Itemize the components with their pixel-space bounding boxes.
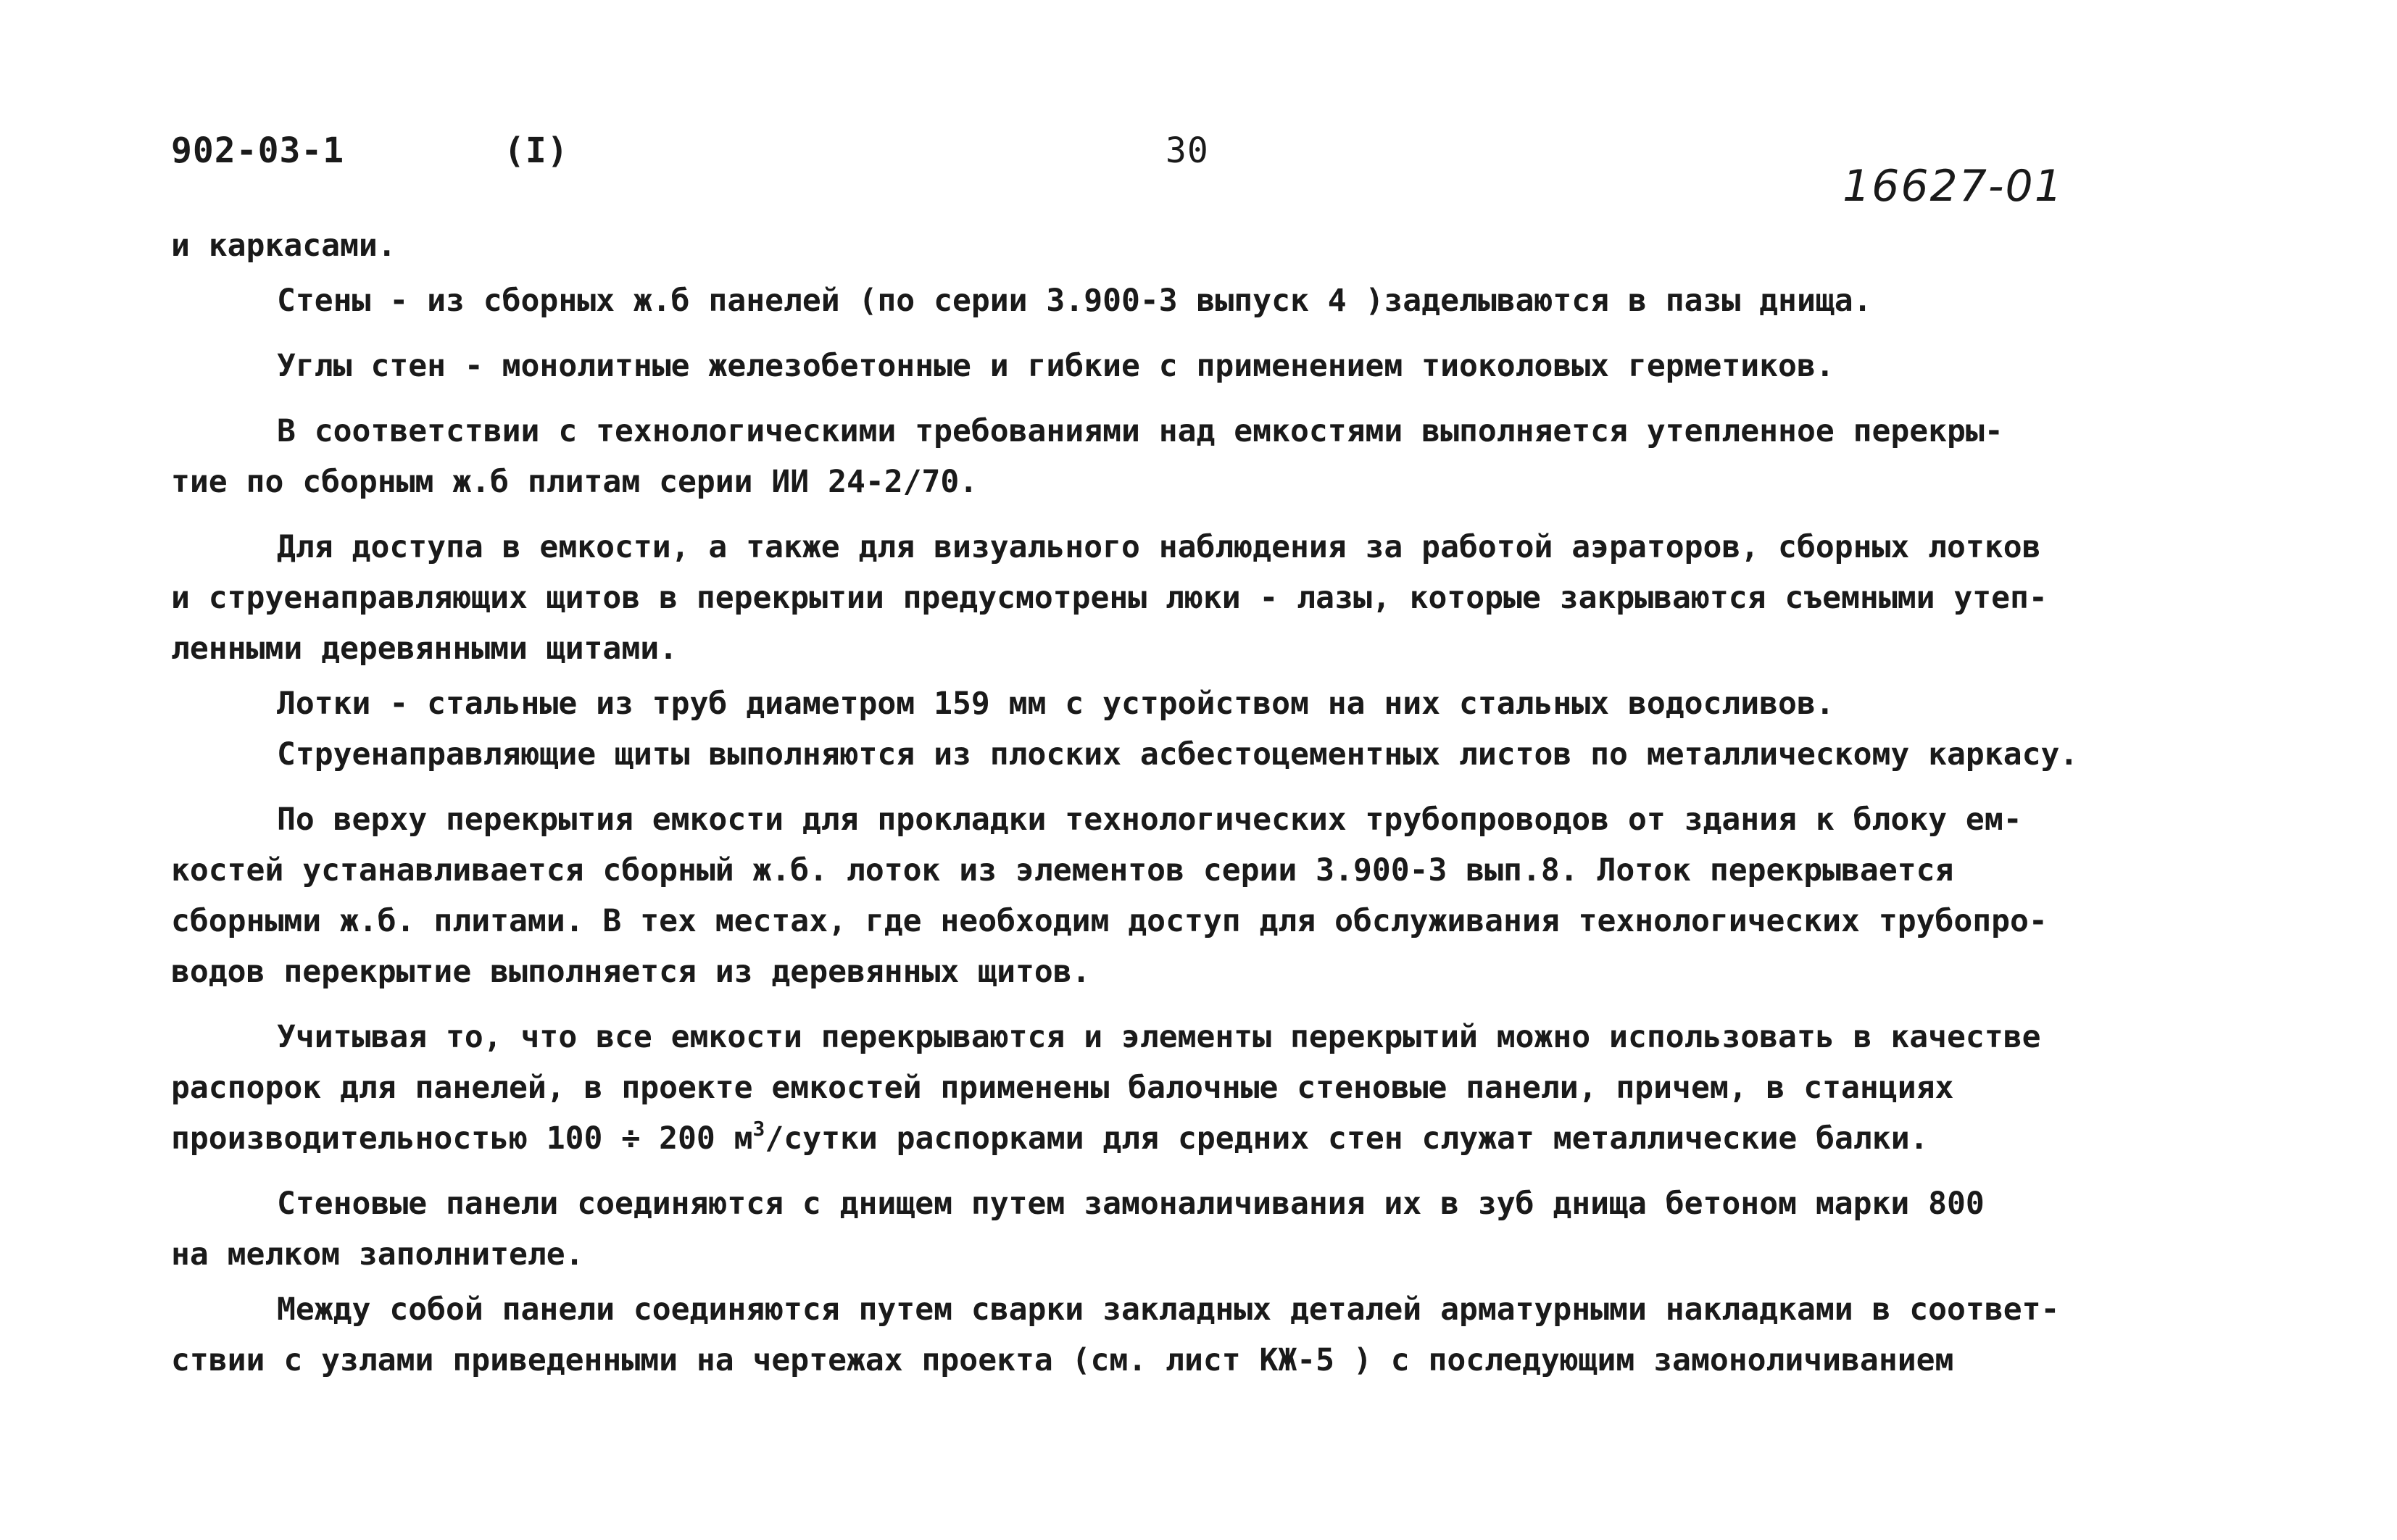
- text-line: Стеновые панели соединяются с днищем путем замоналичивания их в зуб днища бетоном марки 800: [277, 1186, 1985, 1222]
- text-line: По верху перекрытия емкости для прокладки технологических трубопроводов от здания к блоку ем-: [277, 802, 2022, 838]
- inventory-number: 16627-01: [1843, 161, 2064, 212]
- text-fragment: производительностью 100 ÷ 200 м: [171, 1120, 753, 1157]
- text-line: Учитывая то, что все емкости перекрываются и элементы перекрытий можно использовать в качестве: [277, 1019, 2041, 1055]
- part-number: (I): [504, 130, 569, 171]
- text-line: и струенаправляющих щитов в перекрытии предусмотрены люки - лазы, которые закрываются съемными утеп-: [171, 580, 2048, 616]
- page-number: 30: [1166, 130, 1209, 171]
- text-line: тие по сборным ж.б плитам серии ИИ 24-2/70.: [171, 464, 979, 500]
- superscript: 3: [752, 1117, 765, 1141]
- text-line: ствии с узлами приведенными на чертежах проекта (см. лист КЖ-5 ) с последующим замоноличиванием: [171, 1342, 1954, 1378]
- body-text: [171, 220, 2259, 1386]
- text-line: В соответствии с технологическими требованиями над емкостями выполняется утепленное перекры-: [277, 413, 2003, 449]
- text-line: ленными деревянными щитами.: [171, 630, 678, 667]
- series-number: 902-03-1: [171, 130, 345, 171]
- text-line: Лотки - стальные из труб диаметром 159 мм с устройством на них стальных водосливов.: [277, 686, 1835, 722]
- text-line: Между собой панели соединяются путем сварки закладных деталей арматурными накладками в соответ-: [277, 1291, 2060, 1328]
- text-line: [171, 1113, 2259, 1164]
- text-line: распорок для панелей, в проекте емкостей применены балочные стеновые панели, причем, в станциях: [171, 1070, 1954, 1106]
- text-line: Углы стен - монолитные железобетонные и гибкие с применением тиоколовых герметиков.: [277, 348, 1835, 384]
- text-line: сборными ж.б. плитами. В тех местах, где необходим доступ для обслуживания технологических трубопро-: [171, 903, 2048, 939]
- text-line: водов перекрытие выполняется из деревянных щитов.: [171, 954, 1091, 990]
- text-line: и каркасами.: [171, 228, 396, 264]
- text-line: на мелком заполнителе.: [171, 1236, 584, 1273]
- text-line: костей устанавливается сборный ж.б. лоток из элементов серии 3.900-3 вып.8. Лоток перекрывается: [171, 852, 1954, 888]
- text-line: Струенаправляющие щиты выполняются из плоских асбестоцементных листов по металлическому каркасу.: [277, 736, 2079, 773]
- text-line: Для доступа в емкости, а также для визуального наблюдения за работой аэраторов, сборных лотков: [277, 529, 2041, 565]
- text-fragment: /сутки распорками для средних стен служат металлические балки.: [765, 1120, 1929, 1157]
- text-line: Стены - из сборных ж.б панелей (по серии 3.900-3 выпуск 4 )заделываются в пазы днища.: [277, 283, 1872, 319]
